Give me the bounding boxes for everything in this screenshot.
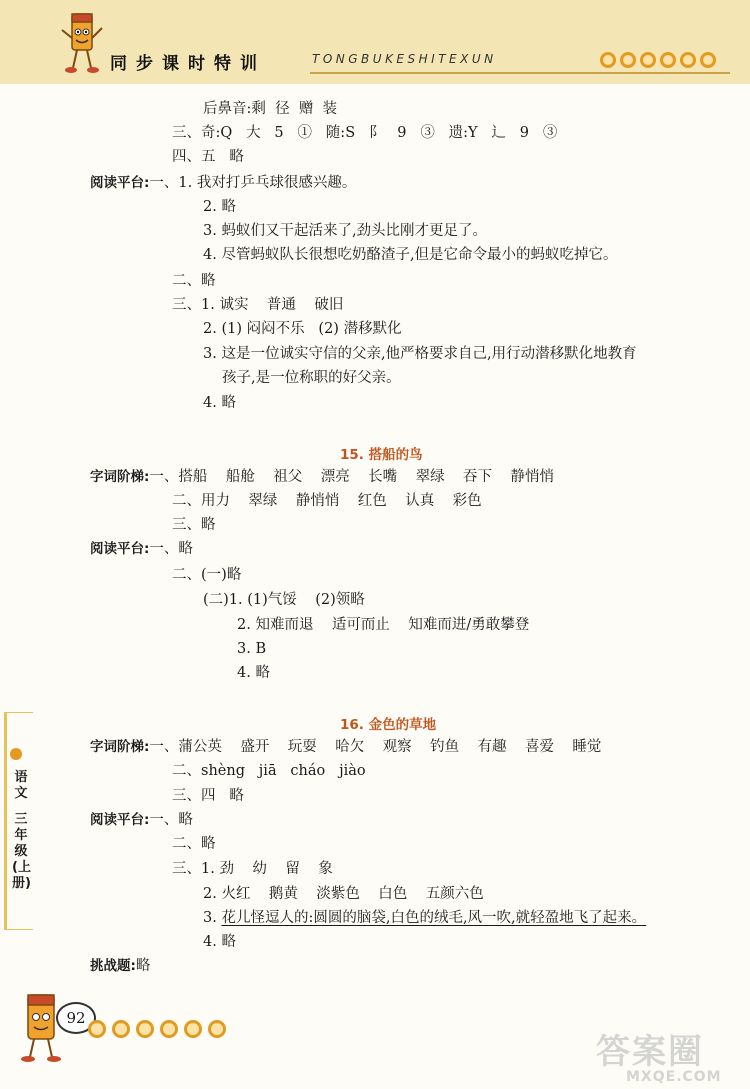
circle-dot-icon [136,1020,154,1038]
answer-text: 一、略 [149,812,193,828]
answer-text: 一、蒲公英 盛开 玩耍 哈欠 观察 钓鱼 有趣 喜爱 睡觉 [149,739,602,755]
answer-line [203,933,236,951]
lesson-title: 15. 搭船的鸟 [340,447,423,463]
section-label: 阅读平台: [90,541,150,557]
answer-line [172,787,244,805]
answer-text: 2. 火红 鹅黄 淡紫色 白色 五颜六色 [203,886,484,902]
page-number: 92 [56,1002,96,1034]
answer-line [172,835,216,853]
answer-line [172,148,244,166]
answer-text: (二)1. (1)气馁 (2)领略 [203,592,365,608]
series-pinyin: TONGBUKESHITEXUN [312,52,497,66]
answer-line [172,860,333,878]
answer-line [237,640,266,658]
answer-text: 二、shèng jiā cháo jiào [172,763,366,779]
circle-dot-icon [184,1020,202,1038]
answer-text: 2. 略 [203,199,236,215]
answer-text: 4. 略 [203,395,236,411]
sidebar-subject [12,770,30,892]
answer-text: 二、略 [172,836,216,852]
answer-text: 二、略 [172,273,216,289]
answer-text: 2. (1) 闷闷不乐 (2) 潜移默化 [203,321,402,337]
section-label: 阅读平台: [90,812,150,828]
answer-line [237,664,270,682]
answer-line [90,540,193,558]
sidebar-dot-icon [10,748,22,760]
answer-line [203,394,236,412]
answer-line [172,124,557,142]
section-label: 挑战题: [90,958,136,974]
answer-line [203,100,337,118]
answer-text: 三、1. 劲 幼 留 象 [172,861,333,877]
answer-text: 后鼻音:剩 径 赠 装 [203,101,338,117]
underlined-answer: 花儿怪逗人的:圆圆的脑袋,白色的绒毛,风一吹,就轻盈地飞了起来。 [221,910,647,926]
answer-line [203,198,236,216]
answer-text: 4. 略 [237,665,270,681]
answer-text: 二、(一)略 [172,567,242,583]
answer-line [203,222,487,240]
answer-text: 一、搭船 船舱 祖父 漂亮 长嘴 翠绿 吞下 静悄悄 [149,469,554,485]
answer-text: 4. 尽管蚂蚁队长很想吃奶酪渣子,但是它命令最小的蚂蚁吃掉它。 [203,247,618,263]
answer-text: 三、四 略 [172,788,244,804]
sidebar-grade: 三年级(上册) [12,812,31,891]
watermark-logo [596,1024,722,1085]
answer-text: 孩子,是一位称职的好父亲。 [222,370,401,386]
circle-dot-icon [112,1020,130,1038]
footer-dot-decoration [88,1020,226,1038]
section-label: 阅读平台: [90,175,150,191]
answer-line [172,296,343,314]
sidebar-subject-name: 语文 [14,770,28,801]
answer-line [90,174,356,192]
answer-text: 略 [135,958,151,974]
answer-line [203,885,484,903]
watermark-text: 答案圈 [596,1032,704,1072]
answer-line [203,320,402,338]
answer-line [172,492,482,510]
answer-text: 四、五 略 [172,149,244,165]
circle-dot-icon [208,1020,226,1038]
answer-line [203,345,637,363]
answer-line [203,909,646,927]
answer-line [90,957,150,975]
answer-text: 三、略 [172,517,216,533]
answer-text: 2. 知难而退 适可而止 知难而进/勇敢攀登 [237,617,530,633]
answer-line [172,516,216,534]
answer-text: 三、1. 诚实 普通 破旧 [172,297,344,313]
answer-text: 一、1. 我对打乒乓球很感兴趣。 [149,175,357,191]
answer-line [203,246,618,264]
circle-dot-icon [88,1020,106,1038]
answer-text: 二、用力 翠绿 静悄悄 红色 认真 彩色 [172,493,482,509]
answer-text: 4. 略 [203,934,236,950]
answer-line [237,616,529,634]
answer-line [90,468,554,486]
circle-dot-icon [160,1020,178,1038]
answer-line [90,811,193,829]
section-label: 字词阶梯: [90,739,150,755]
answer-text: 3. 蚂蚁们又干起活来了,劲头比刚才更足了。 [203,223,488,239]
answer-line [90,738,601,756]
answer-text: 3. 这是一位诚实守信的父亲,他严格要求自己,用行动潜移默化地教育 [203,346,637,362]
answer-line [172,566,241,584]
answer-text: 3. B [237,641,267,657]
series-title: 同步课时特训 [110,54,266,74]
lesson-title: 16. 金色的草地 [340,717,437,733]
section-label: 字词阶梯: [90,469,150,485]
answer-text: 三、奇:Q 大 5 ① 随:S 阝 9 ③ 遗:Y 辶 9 ③ [172,125,558,141]
answer-text: 3. [203,910,222,926]
answer-line [172,272,216,290]
answer-text: 一、略 [149,541,193,557]
answer-line [222,369,401,387]
answer-line [172,762,366,780]
answer-line [203,591,365,609]
watermark-domain: MXQE.COM [626,1069,722,1085]
